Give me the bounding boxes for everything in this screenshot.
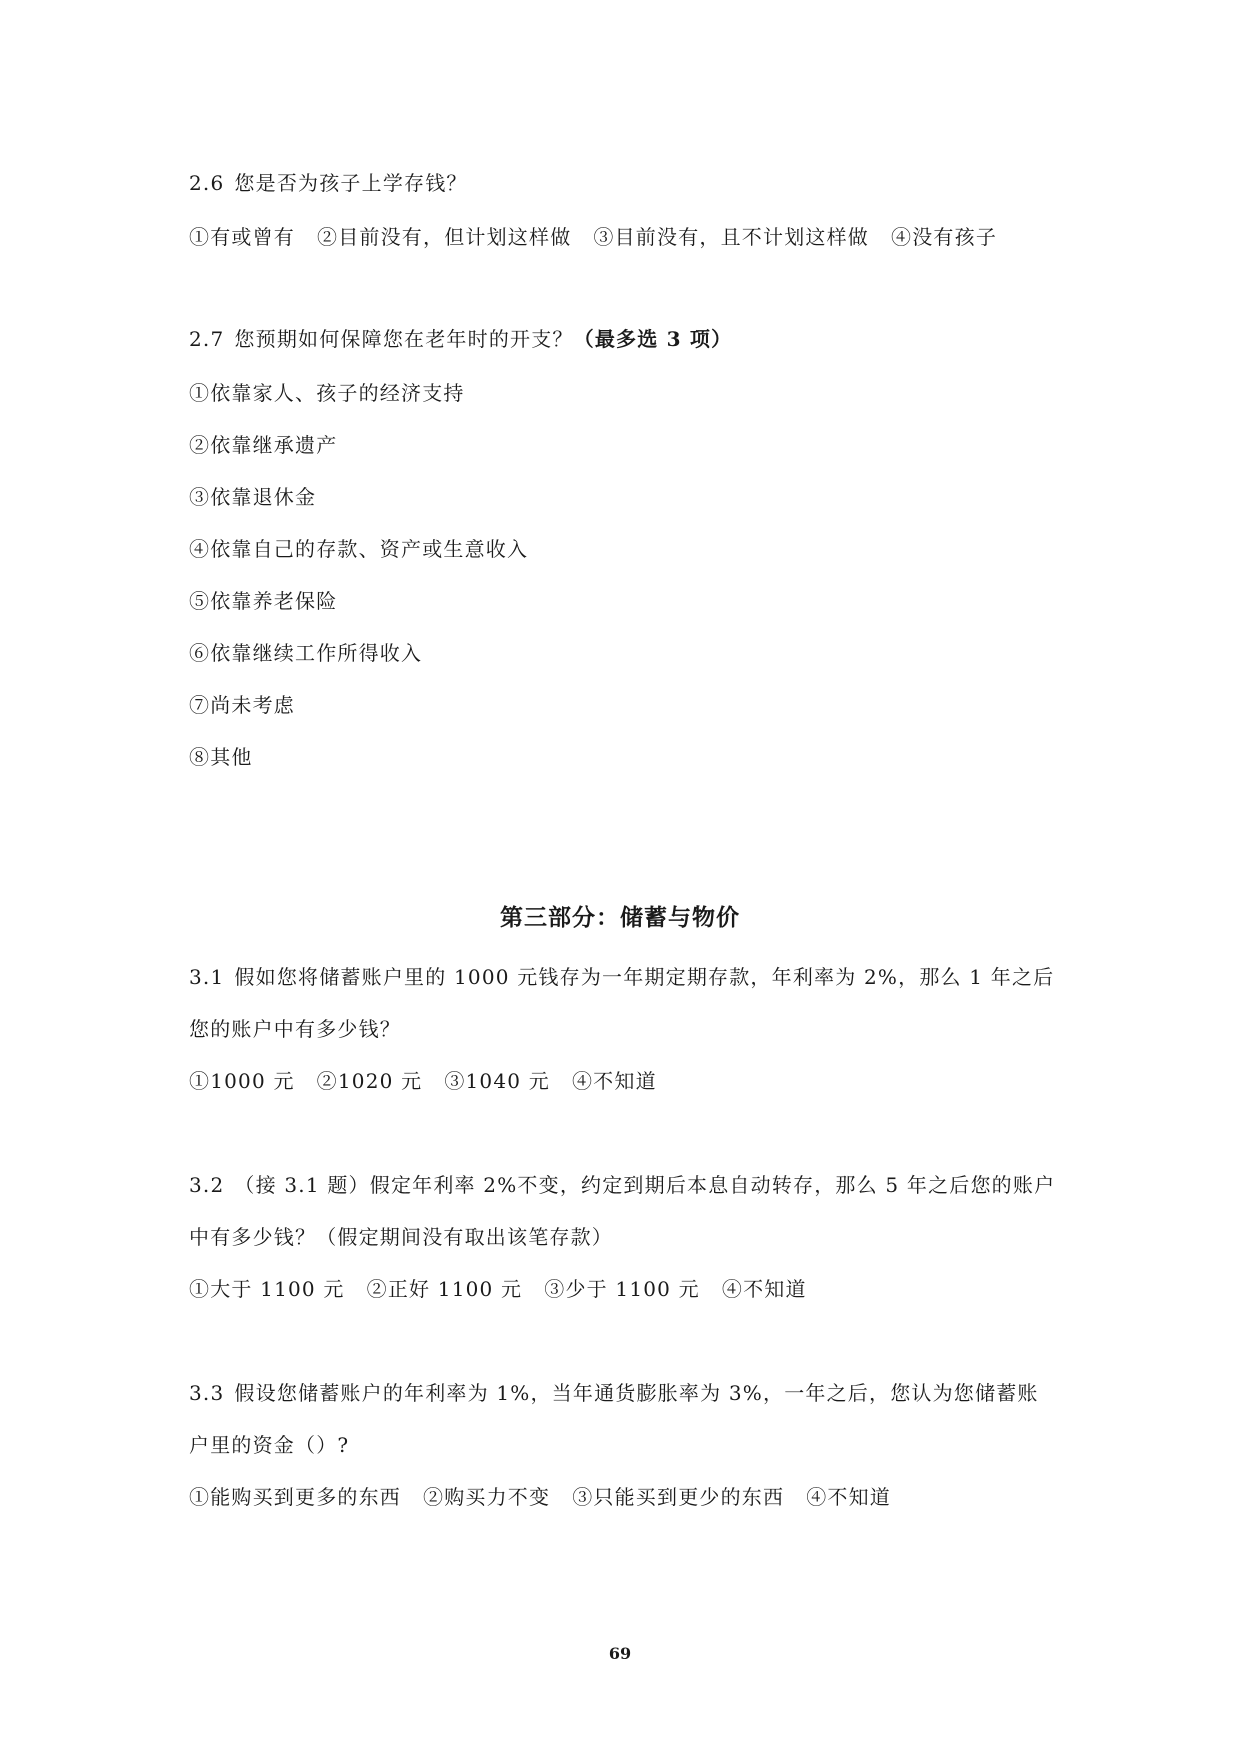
option: ①1000 元 <box>189 1069 295 1093</box>
option: ②1020 元 <box>316 1069 423 1093</box>
option: ⑦尚未考虑 <box>189 693 295 717</box>
option: ③目前没有，且不计划这样做 <box>593 225 870 249</box>
option: ④不知道 <box>721 1277 807 1301</box>
question-text-continued: 户里的资金（）? <box>189 1433 350 1457</box>
question-3-2 <box>189 1171 1055 1199</box>
question-3-1 <box>189 963 1054 991</box>
question-text-continued: 您的账户中有多少钱？ <box>189 1017 401 1041</box>
question-3-3 <box>189 1379 1039 1407</box>
option: ④不知道 <box>806 1485 892 1509</box>
question-text: 假设您储蓄账户的年利率为 1%，当年通货膨胀率为 3%，一年之后，您认为您储蓄账 <box>234 1381 1039 1405</box>
question-text: 假如您将储蓄账户里的 1000 元钱存为一年期定期存款，年利率为 2%，那么 1 年之后 <box>234 965 1055 989</box>
option: ③只能买到更少的东西 <box>572 1485 785 1509</box>
option: ③少于 1100 元 <box>544 1277 700 1301</box>
option: ③1040 元 <box>444 1069 550 1093</box>
option: ⑥依靠继续工作所得收入 <box>189 641 423 665</box>
question-text: 您是否为孩子上学存钱？ <box>234 171 468 195</box>
question-2-6 <box>189 169 468 197</box>
question-number: 3.3 <box>189 1381 225 1405</box>
question-3-1-options <box>189 1067 657 1095</box>
section-title: 第三部分：储蓄与物价 <box>500 905 740 932</box>
question-number: 2.7 <box>189 327 225 351</box>
question-2-7 <box>189 325 732 353</box>
question-note: （最多选 3 项） <box>573 327 733 351</box>
question-text: 您预期如何保障您在老年时的开支？ <box>234 327 574 351</box>
question-3-2-options <box>189 1275 807 1303</box>
option: ④不知道 <box>571 1069 657 1093</box>
option: ②依靠继承遗产 <box>189 433 338 457</box>
option: ⑤依靠养老保险 <box>189 589 338 613</box>
option: ②购买力不变 <box>423 1485 551 1509</box>
question-text-continued: 中有多少钱？（假定期间没有取出该笔存款） <box>189 1225 613 1249</box>
option: ①有或曾有 <box>189 225 295 249</box>
question-number: 3.2 <box>189 1173 225 1197</box>
option: ④没有孩子 <box>891 225 998 249</box>
question-number: 2.6 <box>189 171 225 195</box>
page-number: 69 <box>608 1644 632 1663</box>
question-number: 3.1 <box>189 965 225 989</box>
option: ④依靠自己的存款、资产或生意收入 <box>189 537 529 561</box>
option: ①能购买到更多的东西 <box>189 1485 401 1509</box>
question-3-3-options <box>189 1483 891 1511</box>
option: ②目前没有，但计划这样做 <box>317 225 572 249</box>
option: ②正好 1100 元 <box>366 1277 523 1301</box>
question-text: （接 3.1 题）假定年利率 2%不变，约定到期后本息自动转存，那么 5 年之后您的账户 <box>234 1173 1056 1197</box>
option: ①依靠家人、孩子的经济支持 <box>189 381 465 405</box>
option: ③依靠退休金 <box>189 485 317 509</box>
option: ①大于 1100 元 <box>189 1277 345 1301</box>
option: ⑧其他 <box>189 745 253 769</box>
question-2-6-options <box>189 223 997 251</box>
